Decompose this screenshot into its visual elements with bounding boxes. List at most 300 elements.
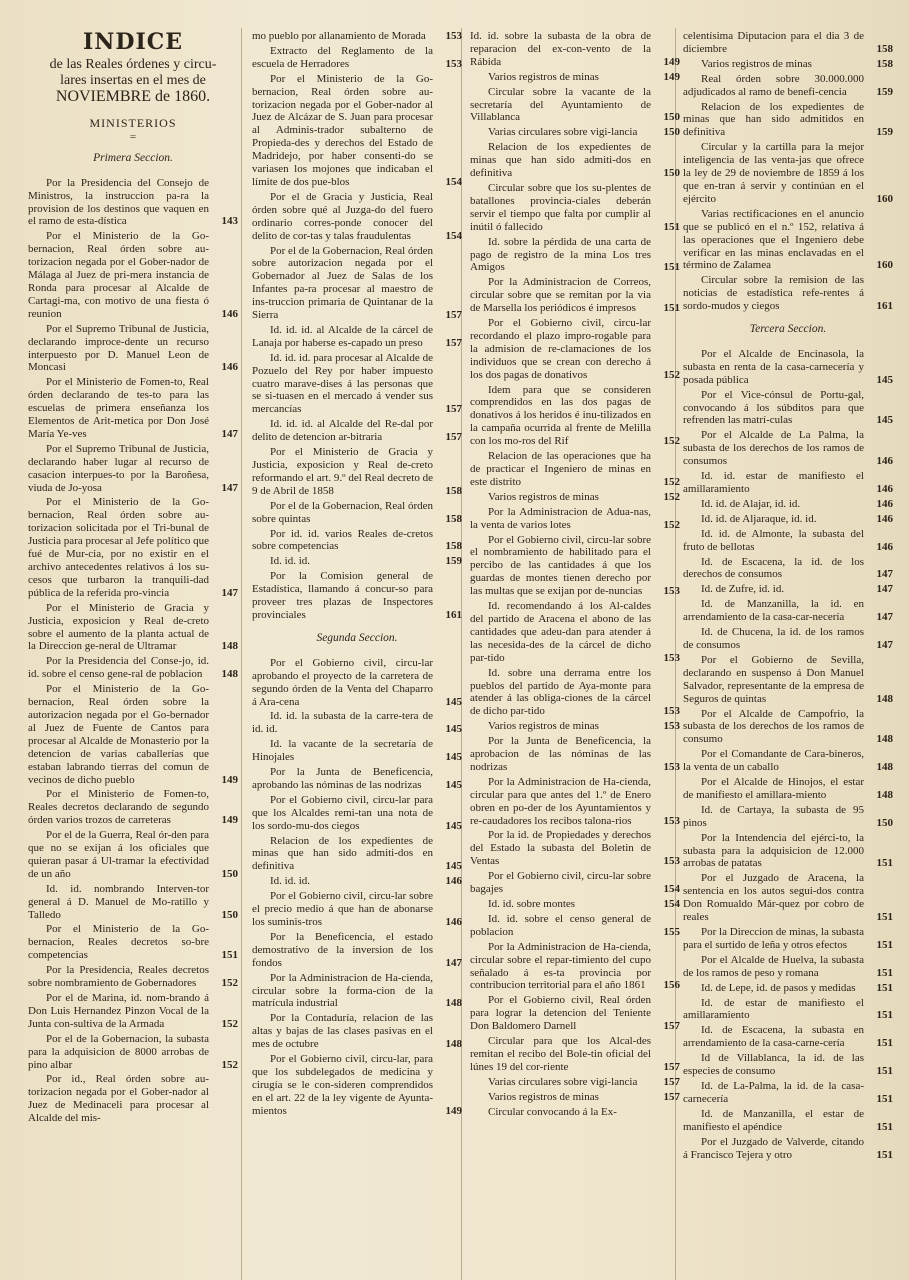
index-entry — [470, 182, 680, 234]
entry-page-number: 157 — [445, 431, 462, 444]
index-entry — [470, 667, 680, 719]
entry-text: Por el Alcalde de La Palma, la subasta de los derechos de los ramos de consumos — [683, 429, 864, 468]
index-entry — [470, 1035, 680, 1074]
entry-page-number: 154 — [663, 883, 680, 896]
entry-page-number: 152 — [663, 518, 680, 531]
index-entry — [683, 926, 893, 952]
entry-page-number: 147 — [876, 611, 893, 624]
entry-text: Id. de Manzanilla, la id. en arrendamiento de la casa-car-necería — [683, 598, 864, 624]
entry-page-number: 151 — [876, 857, 893, 870]
entry-page-number: 153 — [663, 585, 680, 598]
page-subtitle — [28, 57, 238, 105]
index-entry — [683, 776, 893, 802]
entry-text: Id. id. la subasta de la carre-tera de id. id. — [252, 710, 433, 736]
index-entry — [252, 931, 462, 970]
index-entry — [252, 245, 462, 322]
entry-page-number: 153 — [663, 705, 680, 718]
entry-text: Id. id. id. — [270, 555, 311, 568]
entry-page-number: 151 — [876, 1148, 893, 1161]
entry-text: Id. de La-Palma, la id. de la casa-carnecería — [683, 1079, 864, 1105]
index-entry — [252, 191, 462, 243]
entry-page-number: 145 — [445, 751, 462, 764]
entry-text: Por el Comandante de Cara-bineros, la venta de un caballo — [683, 748, 864, 774]
index-entry — [683, 583, 893, 596]
index-entry — [683, 141, 893, 206]
index-entry — [470, 30, 680, 69]
index-entry — [252, 446, 462, 498]
index-entry — [252, 738, 462, 764]
entry-page-number: 152 — [221, 1058, 238, 1071]
entry-page-number: 157 — [445, 403, 462, 416]
entry-list-col1 — [28, 177, 238, 1125]
entry-page-number: 150 — [221, 908, 238, 921]
index-entry — [683, 708, 893, 747]
entry-page-number: 152 — [663, 435, 680, 448]
entry-page-number: 151 — [876, 1037, 893, 1050]
section-heading-tercera: Tercera Seccion. — [749, 323, 827, 336]
entry-page-number: 148 — [876, 761, 893, 774]
entry-page-number: 159 — [876, 85, 893, 98]
index-entry — [683, 528, 893, 554]
index-entry — [252, 570, 462, 622]
entry-page-number: 152 — [663, 490, 680, 503]
entry-text: Por el Vice-cónsul de Portu-gal, convocando á los súbditos para que refrenden las matrí-culas — [683, 388, 864, 427]
entry-page-number: 160 — [876, 259, 893, 272]
index-entry — [28, 683, 238, 786]
entry-text: Por el Alcalde de Hinojos, el estar de manifiesto el amillara-miento — [683, 776, 864, 801]
entry-text: Relacion de los expedientes de minas que han sido admitidos en definitiva — [683, 100, 864, 139]
entry-page-number: 153 — [663, 760, 680, 773]
entry-text: Por el Gobierno de Sevilla, declarando en suspenso á Don Manuel Salvador, representante de la empresa de Seguros de quintas — [683, 653, 864, 705]
entry-list-col3 — [470, 30, 680, 1119]
index-entry — [683, 832, 893, 871]
entry-page-number: 148 — [876, 788, 893, 801]
index-entry — [470, 776, 680, 828]
entry-text: Circular sobre que los su-plentes de batallones provincia-ciales deberán servir el tiempo que falta por cumplir al inútil ó fallecido — [470, 181, 651, 233]
index-entry — [28, 1033, 238, 1072]
entry-page-number: 154 — [445, 175, 462, 188]
entry-text: Id. id. estar de manifiesto el amillaramiento — [683, 470, 864, 495]
entry-page-number: 150 — [663, 111, 680, 124]
entry-page-number: 151 — [663, 302, 680, 315]
index-entry — [252, 45, 462, 71]
entry-text: Extracto del Reglamento de la escuela de Herradores — [252, 44, 433, 70]
index-entry — [252, 352, 462, 417]
entry-page-number: 150 — [876, 816, 893, 829]
index-entry — [683, 954, 893, 980]
index-entry — [470, 236, 680, 275]
entry-list-col4 — [683, 30, 893, 313]
column-2 — [252, 30, 462, 1120]
index-entry — [470, 898, 680, 911]
column-rule — [241, 28, 242, 1280]
index-entry — [252, 30, 462, 43]
index-entry — [683, 470, 893, 496]
entry-text: Id. id. id. al Alcalde del Re-dal por delito de detencion ar-bitraria — [252, 418, 433, 444]
entry-page-number: 159 — [876, 126, 893, 139]
entry-text: Circular sobre la remision de las noticias de estadística refe-rentes á sordo-mudos y ciegos — [683, 274, 864, 313]
index-entry — [470, 720, 680, 733]
entry-text: Por el Gobierno civil, circu-lar sobre el nombramiento de habilitado para el percibo de las cantidades á que los guardas de montes tienen derecho por las multas que se exijan por de-nuncias — [470, 533, 651, 598]
entry-page-number: 146 — [445, 916, 462, 928]
index-entry — [683, 274, 893, 313]
index-entry — [683, 654, 893, 706]
entry-page-number: 148 — [876, 692, 893, 705]
index-entry — [683, 1024, 893, 1050]
entry-page-number: 146 — [876, 540, 893, 553]
entry-text: Varios registros de minas — [701, 57, 812, 70]
index-entry — [683, 389, 893, 428]
entry-page-number: 154 — [445, 229, 462, 242]
heading-separator: = — [129, 130, 137, 143]
entry-list-col4b — [683, 348, 893, 1161]
entry-text: Relacion de los expedientes de minas que han sido admiti-dos en definitiva — [252, 834, 433, 873]
entry-text: Id. sobre una derrama entre los pueblos del partido de Aya-monte para atender á las obliga-ciones de la cárcel de dicho par-tido — [470, 666, 651, 718]
entry-page-number: 156 — [663, 979, 680, 992]
entry-text: Por el de la Gobernacion, Real órden sobre autorizacion negada por el Gobernador al Juez de Salas de los Infantes pa-ra procesar al maestro de ins-truccion primaria de Quintanar de la Sierra — [252, 244, 433, 322]
entry-page-number: 151 — [876, 1092, 893, 1105]
entry-text: Por id., Real órden sobre au-torizacion negada por el Gober-nador al Juez de Medinaceli para procesar al Alcalde del mis- — [28, 1073, 209, 1125]
index-entry — [252, 418, 462, 444]
entry-text: Varias circulares sobre vigi-lancia — [488, 126, 638, 139]
entry-text: Por el Supremo Tribunal de Justicia, declarando improce-dente un recurso interpuesto por D. Manuel Leon de Moncasi — [28, 322, 209, 374]
index-entry — [683, 997, 893, 1023]
entry-page-number: 157 — [663, 1020, 680, 1033]
entry-text: Varias circulares sobre vigi-lancia — [488, 1075, 638, 1088]
entry-text: Id. id. de Alajar, id. id. — [701, 497, 801, 510]
entry-text: Por el Gobierno civil, circu-lar para que los Alcaldes remi-tan una nota de los sordo-mu-dos ciegos — [252, 793, 433, 832]
entry-text: Por el Gobierno civil, Real órden para lograr la detencion del Teniente Don Baldomero Darnell — [470, 994, 651, 1033]
entry-page-number: 145 — [445, 819, 462, 832]
entry-text: Por la Administracion de Ha-cienda, circular sobre la forma-cion de la matrícula industrial — [252, 971, 433, 1010]
entry-page-number: 148 — [876, 733, 893, 746]
index-entry — [683, 58, 893, 71]
entry-text: Por la Junta de Beneficencia, aprobando las nóminas de las nodrizas — [252, 766, 433, 791]
index-entry — [252, 710, 462, 736]
index-entry — [683, 208, 893, 273]
entry-text: Por la Beneficencia, el estado demostrativo de la inversion de los fondos — [252, 930, 433, 969]
entry-text: Por el Ministerio de la Go-bernacion, Real órden sobre au-torizacion solicitada por el Tri-bunal de Justicia para procesar al Jefe político que fué de Mur-cia, por no existir en el archivo antecedentes relativos á los su-cesos que turbaron la tranquili-dad pública de la referida pro-vincia — [28, 496, 209, 599]
entry-page-number: 161 — [445, 608, 462, 621]
index-entry — [683, 626, 893, 652]
index-entry — [683, 513, 893, 526]
index-entry — [28, 230, 238, 320]
entry-page-number: 153 — [663, 720, 680, 733]
entry-page-number: 147 — [876, 568, 893, 581]
entry-text: Id. id. de Aljaraque, id. id. — [701, 512, 817, 525]
entry-page-number: 149 — [663, 70, 680, 83]
subtitle-line-2: lares insertas en el mes de — [60, 72, 206, 88]
entry-page-number: 150 — [221, 867, 238, 880]
index-entry — [28, 602, 238, 654]
entry-text: Id. id. id. al Alcalde de la cárcel de Lanaja por haberse es-capado un preso — [252, 323, 433, 349]
entry-text: Por el Gobierno civil, circu-lar recordando el plazo impro-rogable para la admision de re-clamaciones de los individuos que se crean con derecho á los dos pagas de donativos — [470, 317, 651, 381]
index-entry — [470, 600, 680, 665]
entry-text: Id. id. sobre el censo general de poblacion — [470, 912, 651, 938]
entry-page-number: 150 — [663, 126, 680, 139]
entry-page-number: 146 — [876, 455, 893, 468]
entry-text: Por el de la Guerra, Real ór-den para que no se exijan á los oficiales que quieran pasar á Ul-tramar la efectividad de un año — [28, 829, 209, 880]
entry-text: Por el de Marina, id. nom-brando á Don Luis Hernandez Pinzon Vocal de la Junta con-sultiva de la Armada — [28, 992, 209, 1030]
entry-page-number: 158 — [876, 57, 893, 70]
index-entry — [470, 1091, 680, 1104]
section-heading-segunda: Segunda Seccion. — [316, 631, 398, 644]
entry-text: Id. id. de Almonte, la subasta del fruto de bellotas — [683, 527, 864, 553]
entry-page-number: 153 — [445, 57, 462, 70]
entry-text: Id. de Lepe, id. de pasos y medidas — [701, 981, 856, 994]
entry-page-number: 154 — [663, 898, 680, 910]
index-entry — [470, 141, 680, 180]
entry-page-number: 161 — [876, 300, 893, 313]
index-entry — [252, 324, 462, 350]
index-entry — [252, 890, 462, 929]
subtitle-line-1: de las Reales órdenes y circu- — [49, 56, 217, 72]
index-entry — [252, 835, 462, 874]
entry-text: Por el de la Gobernacion, Real órden sobre quintas — [252, 499, 433, 525]
entry-text: Por el Ministerio de la Go-bernacion, Reales decretos so-bre competencias — [28, 923, 209, 962]
entry-page-number: 152 — [663, 368, 680, 381]
entry-text: Varias rectificaciones en el anuncio que se publicó en el n.º 152, relativa á las operaciones que el Ingeniero debe verificar en las minas enclavadas en el término de Zalamea — [683, 207, 864, 272]
entry-text: Por el Ministerio de Fomen-to, Real órden declarando de tes-to para las escuelas de primera enseñanza los Elementos de Arit-metica por Don José María Ye-ves — [28, 376, 209, 440]
entry-page-number: 157 — [663, 1075, 680, 1088]
column-3 — [470, 30, 680, 1121]
entry-page-number: 153 — [445, 30, 462, 42]
entry-text: Por la Presidencia del Conse-jo, id. id. sobre el censo gene-ral de poblacion — [28, 655, 209, 681]
index-entry — [470, 86, 680, 125]
entry-page-number: 151 — [876, 1065, 893, 1078]
index-entry — [470, 126, 680, 139]
index-entry — [252, 657, 462, 709]
entry-page-number: 158 — [445, 540, 462, 553]
entry-page-number: 152 — [221, 977, 238, 990]
entry-text: Por el Ministerio de la Go-bernacion, Real órden sobre au-torizacion negada por el Gober-nador de Málaga al Juez de pri-mera instancia de Ronda para procesar al Alcalde de Cartagi-ma, con motivo de una fiesta ó reunion — [28, 230, 209, 320]
entry-page-number: 151 — [221, 949, 238, 962]
entry-page-number: 158 — [876, 42, 893, 55]
entry-page-number: 145 — [876, 414, 893, 427]
entry-page-number: 146 — [876, 483, 893, 495]
index-entry — [683, 73, 893, 99]
entry-page-number: 151 — [663, 261, 680, 274]
entry-text: Por el Ministerio de Fomen-to, Reales decretos declarando de segundo órden varios trozos de carreteras — [28, 788, 209, 827]
index-entry — [683, 982, 893, 995]
entry-page-number: 157 — [445, 309, 462, 322]
index-entry — [28, 496, 238, 599]
index-entry — [470, 913, 680, 939]
entry-text: Circular convocando á la Ex- — [488, 1105, 617, 1118]
index-entry — [683, 30, 893, 56]
entry-text: Por la Presidencia, Reales decretos sobre nombramiento de Gobernadores — [28, 964, 209, 990]
column-4 — [683, 30, 893, 1163]
entry-page-number: 158 — [445, 512, 462, 525]
entry-page-number: 155 — [663, 925, 680, 938]
entry-page-number: 151 — [876, 981, 893, 994]
entry-page-number: 148 — [445, 997, 462, 1010]
entry-page-number: 152 — [221, 1017, 238, 1030]
entry-text: Por la Administracion de Correos, circular sobre que se remitan por la via de Marsella los periódicos é impresos — [470, 276, 651, 315]
entry-text: Por el Alcalde de Huelva, la subasta de los ramos de peso y romana — [683, 953, 864, 979]
index-entry — [683, 498, 893, 511]
entry-page-number: 143 — [221, 215, 238, 228]
index-entry — [252, 794, 462, 833]
index-entry — [683, 1108, 893, 1134]
entry-page-number: 157 — [663, 1060, 680, 1073]
index-entry — [683, 429, 893, 468]
entry-page-number: 149 — [221, 814, 238, 827]
entry-text: Idem para que se consideren comprendidos en las dos pagas de donativos á los heridos é inu-tilizados en la campaña ocurrida al frente de Melilla con los mo-ros del Rif — [470, 383, 651, 448]
index-entry — [28, 1073, 238, 1125]
entry-page-number: 147 — [221, 481, 238, 494]
entry-text: Por la Administracion de Adua-nas, la venta de varios lotes — [470, 505, 651, 531]
entry-page-number: 151 — [876, 966, 893, 979]
index-entry — [252, 766, 462, 792]
entry-page-number: 147 — [876, 583, 893, 596]
entry-text: Id. id. id. para procesar al Alcalde de Pozuelo del Rey por haber impuesto cuatro marave-dises á las personas que se si-tuasen en el mercado á vender sus mercancías — [252, 351, 433, 416]
index-entry — [683, 872, 893, 924]
entry-text: Id. de Manzanilla, el estar de manifiesto el apéndice — [683, 1107, 864, 1133]
index-entry — [470, 276, 680, 315]
entry-page-number: 151 — [876, 1009, 893, 1022]
index-entry — [683, 804, 893, 830]
entry-page-number: 149 — [663, 55, 680, 68]
index-entry — [470, 71, 680, 84]
entry-text: Varios registros de minas — [488, 1090, 599, 1103]
entry-list-col2 — [252, 30, 462, 622]
entry-text: Id. id. sobre la subasta de la obra de reparacion del ex-con-vento de la Rábida — [470, 30, 651, 68]
entry-page-number: 151 — [876, 911, 893, 924]
index-entry — [28, 376, 238, 441]
column-1 — [28, 30, 238, 1127]
section-heading-primera: Primera Seccion. — [93, 151, 173, 164]
entry-page-number: 146 — [221, 307, 238, 320]
index-entry — [683, 101, 893, 140]
entry-page-number: 151 — [876, 1120, 893, 1133]
index-entry — [28, 443, 238, 495]
entry-text: Por el Ministerio de Gracia y Justicia, exposicion y Real de-creto reformando el art. 9.º del Real decreto de 9 de Abril de 1858 — [252, 446, 433, 497]
index-entry — [683, 1136, 893, 1162]
entry-text: Id. de Zufre, id. id. — [701, 583, 785, 596]
entry-text: Por la id. de Propiedades y derechos del Estado la subasta del Boletin de Ventas — [470, 829, 651, 868]
index-entry — [470, 941, 680, 993]
entry-text: Por el Ministerio de la Go-bernacion, Real órden sobre la autorizacion negada por el Go-bernador al Juez de Fuente de Cantos para procesar al Alcalde de Monasterio por la detencion de varias caballerías que estaban labrando tierras del comun de vecinos de dicho pueblo — [28, 683, 209, 786]
index-entry — [470, 994, 680, 1033]
entry-text: Por la Administracion de Ha-cienda, circular sobre el repar-timiento del cupo señalado á es-ta provincia por contribucion territorial para el año 1861 — [470, 940, 651, 992]
index-entry — [683, 1052, 893, 1078]
index-entry — [252, 555, 462, 568]
entry-text: celentísima Diputacion para el dia 3 de diciembre — [683, 30, 864, 55]
subtitle-line-3: NOVIEMBRE de 1860. — [55, 87, 211, 105]
entry-text: Por la Direccion de minas, la subasta para el surtido de leña y otros efectos — [683, 926, 864, 951]
entry-page-number: 153 — [663, 855, 680, 868]
entry-page-number: 145 — [445, 778, 462, 791]
entry-page-number: 152 — [663, 475, 680, 488]
entry-text: Id. id. sobre montes — [488, 898, 576, 910]
entry-text: Varios registros de minas — [488, 720, 599, 733]
index-entry — [470, 829, 680, 868]
entry-page-number: 159 — [445, 555, 462, 568]
entry-page-number: 153 — [663, 651, 680, 664]
entry-page-number: 160 — [876, 192, 893, 205]
index-entry — [28, 829, 238, 881]
index-entry — [683, 348, 893, 387]
index-entry — [683, 748, 893, 774]
index-entry — [470, 384, 680, 449]
entry-text: Id. de Cartaya, la subasta de 95 pinos — [683, 803, 864, 829]
ministerios-heading: MINISTERIOS — [89, 115, 177, 130]
entry-text: Por la Presidencia del Consejo de Ministros, la instruccion pa-ra la provision de los destinos que vaquen en el ramo de esta-dística — [28, 176, 209, 228]
entry-text: Varios registros de minas — [488, 490, 599, 503]
entry-text: Id. de estar de manifiesto el amillaramiento — [683, 996, 864, 1022]
index-entry — [470, 491, 680, 504]
entry-text: Id. la vacante de la secretaría de Hinojales — [252, 738, 433, 764]
index-entry — [470, 870, 680, 896]
entry-text: Por el Gobierno civil, circu-lar sobre bagajes — [470, 870, 651, 896]
entry-text: Por la Comision general de Estadística, llamando á concur-so para proveer tres plazas de Inspectores provinciales — [252, 570, 433, 621]
index-entry — [470, 450, 680, 489]
entry-text: Id. id. id. — [270, 875, 311, 888]
entry-text: Id. recomendando á los Al-caldes del partido de Aracena el abono de las cantidades que adeu-dan para atender á las necesida-des de la cárcel de dicho par-tido — [470, 600, 651, 664]
entry-page-number: 157 — [445, 336, 462, 349]
index-entry — [683, 1080, 893, 1106]
entry-page-number: 149 — [221, 773, 238, 786]
entry-page-number: 151 — [876, 938, 893, 951]
entry-text: Real órden sobre 30.000.000 adjudicados al ramo de benefi-cencia — [683, 72, 864, 98]
index-entry — [683, 598, 893, 624]
entry-text: mo pueblo por allanamiento de Morada — [252, 30, 426, 42]
entry-page-number: 145 — [445, 860, 462, 873]
entry-page-number: 145 — [876, 373, 893, 386]
entry-text: Por el Ministerio de la Go-bernacion, Real órden sobre au-torizacion negada por el Gober-nador al Juez de Alcázar de S. Juan para procesar al Adminis-trador subalterno de Propieda-des y derechos del Estado de Madridejo, por haber consenti-do se variasen los mojones que indicaban el límite de dos pue-blos — [252, 72, 433, 188]
entry-text: Por la Junta de Beneficencia, la aprobacion de las nóminas de las nodrizas — [470, 735, 651, 773]
entry-page-number: 157 — [663, 1090, 680, 1103]
entry-text: Por la Administracion de Ha-cienda, circular para que antes del 1.º de Enero obren en po-der de los Ayuntamientos y re-caudadores los recibos talona-rios — [470, 775, 651, 827]
index-entry — [683, 556, 893, 582]
entry-text: Por el de la Gobernacion, la subasta para la adquisicion de 8000 arrobas de pino albar — [28, 1032, 209, 1071]
index-entry — [470, 1076, 680, 1089]
entry-text: Por el de Gracia y Justicia, Real órden sobre qué al Juzga-do del fuero ordinario corres-ponde conocer del delito de cor-tas y talas fraudulentas — [252, 190, 433, 242]
index-entry — [28, 883, 238, 922]
index-entry — [28, 923, 238, 962]
entry-text: Id. de Escacena, la id. de los derechos de consumos — [683, 555, 864, 581]
entry-page-number: 146 — [445, 875, 462, 888]
entry-text: Por el Alcalde de Campofrio, la subasta de los derechos de los ramos de consumo — [683, 707, 864, 746]
index-entry — [28, 992, 238, 1031]
entry-text: Id de Villablanca, la id. de las especies de consumo — [683, 1052, 864, 1078]
index-entry — [252, 1012, 462, 1051]
entry-text: Circular sobre la vacante de la secretaría del Ayuntamiento de Villablanca — [470, 85, 651, 124]
entry-text: Id. sobre la pérdida de una carta de pago de registro de la mina Los tres Amigos — [470, 235, 651, 274]
entry-text: Por la Contaduría, relacion de las altas y bajas de las clases pasivas en el mes de octubre — [252, 1012, 433, 1051]
entry-text: Por el Gobierno civil, circu-lar sobre el precio medio á que han de abonarse los suminis-tros — [252, 890, 433, 928]
index-entry — [28, 177, 238, 229]
entry-page-number: 145 — [445, 695, 462, 708]
entry-page-number: 149 — [445, 1104, 462, 1117]
entry-page-number: 145 — [445, 723, 462, 736]
index-entry — [28, 964, 238, 990]
entry-page-number: 150 — [663, 167, 680, 180]
index-entry — [28, 323, 238, 375]
entry-text: Relacion de las operaciones que ha de practicar el Ingeniero de minas en este distrito — [470, 450, 651, 488]
entry-text: Por el Ministerio de Gracia y Justicia, exposicion y Real de-creto sobre el aumento de la planta actual de la Direccion ge-neral de Ultramar — [28, 601, 209, 653]
entry-text: Por el Juzgado de Aracena, la sentencia en los autos segui-dos contra Don Romualdo Már-quez por cobro de reales — [683, 872, 864, 924]
index-entry — [252, 528, 462, 554]
index-entry — [252, 875, 462, 888]
entry-text: Por el Gobierno civil, circu-lar, para que los subdelegados de medicina y cirugía se le con-sideren comprendidos en el art. 22 de la ley vigente de Ayunta-mientos — [252, 1053, 433, 1117]
entry-page-number: 147 — [445, 956, 462, 969]
entry-text: Por el Supremo Tribunal de Justicia, declarando haber lugar al recurso de casacion interpues-to por la Baroñesa, viuda de Jo-yosa — [28, 442, 209, 494]
entry-text: Varios registros de minas — [488, 70, 599, 83]
entry-page-number: 151 — [663, 220, 680, 233]
entry-page-number: 146 — [876, 497, 893, 510]
